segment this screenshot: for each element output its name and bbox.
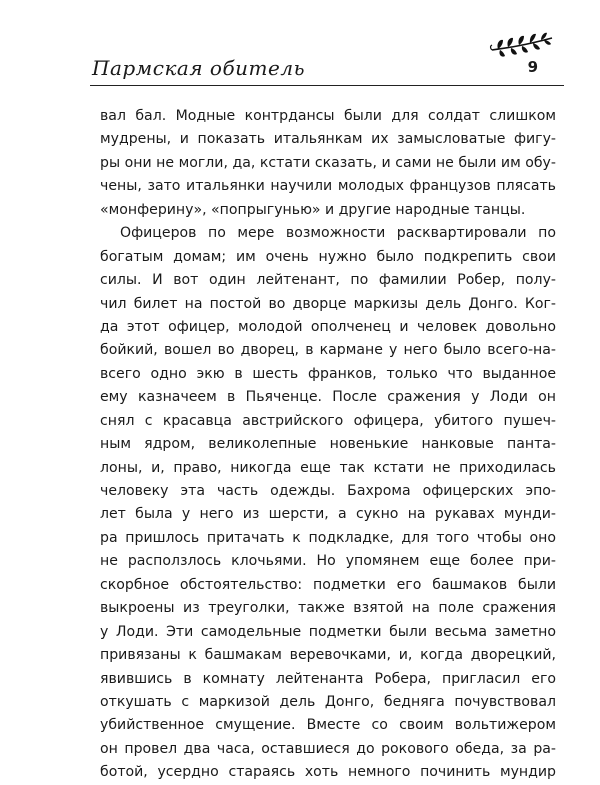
- text-line: не расползлось клочьями. Но упомянем еще более при-: [100, 553, 556, 570]
- text-line: ра пришлось притачать к подкладке, для того чтобы оно: [100, 529, 556, 546]
- text-line: «монферину», «попрыгунью» и другие народные танцы.: [100, 201, 526, 218]
- text-line: ботой, усердно стараясь хоть немного починить мундир: [100, 764, 556, 781]
- text-line: ры они не могли, да, кстати сказать, и сами не были им обу-: [100, 154, 556, 171]
- text-line: всего одно экю в шесть франков, только что выданное: [100, 365, 556, 382]
- text-line: ным ядром, великолепные новенькие нанковые панта-: [100, 436, 556, 453]
- body-text: [100, 105, 556, 785]
- text-line: чил билет на постой во дворце маркизы дель Донго. Ког-: [100, 295, 556, 312]
- text-line: откушать с маркизой дель Донго, бедняга почувствовал: [100, 693, 556, 710]
- text-line: бойкий, вошел во дворец, в кармане у него было всего-на-: [100, 342, 556, 359]
- text-line: снял с красавца австрийского офицера, убитого пушеч-: [100, 412, 556, 429]
- text-line: он провел два часа, оставшиеся до рокового обеда, за ра-: [100, 740, 556, 757]
- text-line: ему казначеем в Пьяченце. После сражения у Лоди он: [100, 389, 556, 406]
- text-line: лет была у него из шерсти, а сукно на рукавах мунди-: [100, 506, 556, 523]
- text-line: скорбное обстоятельство: подметки его башмаков были: [100, 576, 556, 593]
- page-number: 9: [527, 58, 538, 76]
- text-line: выкроены из треуголки, также взятой на поле сражения: [100, 600, 556, 617]
- running-header: [90, 56, 564, 86]
- running-title: Пармская обитель: [92, 56, 305, 80]
- text-line: лоны, и, право, никогда еще так кстати не приходилась: [100, 459, 556, 476]
- text-line: мудрены, и показать итальянкам их замысловатые фигу-: [100, 131, 556, 148]
- text-line: чены, зато итальянки научили молодых французов плясать: [100, 178, 556, 195]
- text-line: Офицеров по мере возможности расквартировали по: [120, 225, 556, 242]
- text-line: убийственное смущение. Вместе со своим вольтижером: [100, 717, 556, 734]
- text-line: явившись в комнату лейтенанта Робера, пригласил его: [100, 670, 556, 687]
- header-rule: [90, 85, 564, 86]
- text-line: у Лоди. Эти самодельные подметки были весьма заметно: [100, 623, 556, 640]
- text-line: вал бал. Модные контрдансы были для солдат слишком: [100, 108, 556, 124]
- text-line: привязаны к башмакам веревочками, и, когда дворецкий,: [100, 647, 556, 664]
- text-line: силы. И вот один лейтенант, по фамилии Робер, полу-: [100, 272, 556, 289]
- text-line: человеку эта часть одежды. Бахрома офицерских эпо-: [100, 483, 556, 499]
- text-line: богатым домам; им очень нужно было подкрепить свои: [100, 248, 556, 265]
- text-line: да этот офицер, молодой ополченец и человек довольно: [100, 318, 556, 335]
